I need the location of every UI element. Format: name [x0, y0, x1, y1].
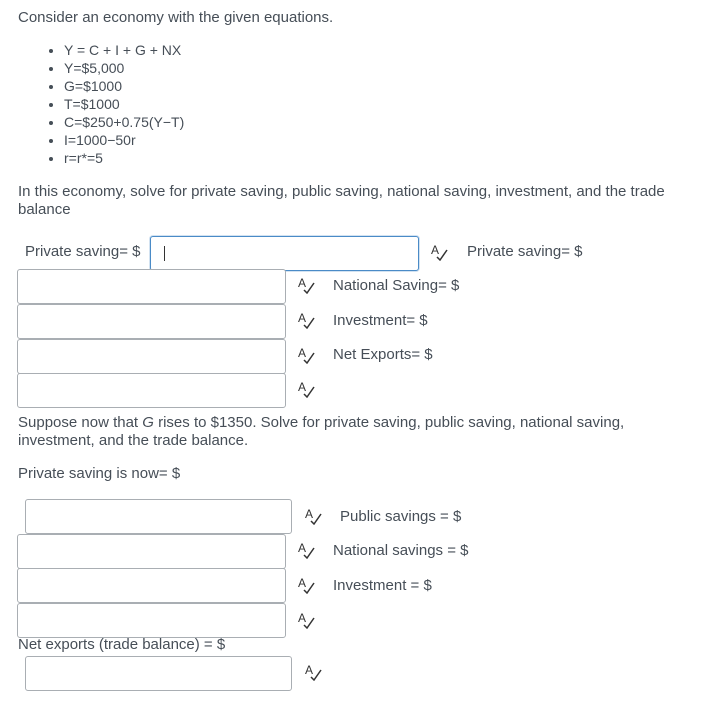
answer-input-6[interactable]	[17, 534, 286, 569]
svg-text:A: A	[298, 541, 307, 555]
prompt-variable: G	[142, 414, 154, 431]
answer-input-8[interactable]	[17, 603, 286, 638]
equation-item: • Y = C + I + G + NX	[64, 41, 184, 59]
public-savings-label: Public savings = $	[340, 508, 462, 525]
private-saving-now-label: Private saving is now= $	[18, 465, 181, 482]
national-savings-label: National savings = $	[333, 542, 469, 559]
equation-item: • G=$1000	[64, 77, 184, 95]
net-exports-trade-balance-label: Net exports (trade balance) = $	[18, 636, 226, 653]
spellcheck-icon[interactable]	[297, 276, 315, 294]
net-exports-label: Net Exports= $	[333, 346, 433, 363]
svg-text:A: A	[298, 380, 307, 394]
svg-text:A: A	[298, 611, 307, 625]
spellcheck-icon[interactable]	[297, 576, 315, 594]
equation-item: • T=$1000	[64, 95, 184, 113]
answer-input-3[interactable]	[17, 339, 286, 374]
prompt-text: Suppose now that	[18, 414, 143, 431]
equation-item: • C=$250+0.75(Y−T)	[64, 113, 184, 131]
equation-list	[44, 41, 184, 167]
investment-label-2: Investment = $	[333, 577, 432, 594]
national-saving-label: National Saving= $	[333, 277, 460, 294]
svg-text:A: A	[298, 346, 307, 360]
private-saving-inline-label: Private saving= $	[25, 243, 141, 260]
spellcheck-icon[interactable]	[297, 380, 315, 398]
svg-text:A: A	[305, 663, 314, 677]
equation-item: • I=1000−50r	[64, 131, 184, 149]
answer-input-9[interactable]	[25, 656, 292, 691]
spellcheck-icon[interactable]	[297, 541, 315, 559]
spellcheck-icon[interactable]	[430, 243, 448, 261]
answer-input-1[interactable]	[17, 269, 286, 304]
answer-input-4[interactable]	[17, 373, 286, 408]
answer-input-5[interactable]	[25, 499, 292, 534]
svg-text:A: A	[305, 507, 314, 521]
svg-text:A: A	[431, 243, 440, 257]
svg-text:A: A	[298, 576, 307, 590]
equation-item: • Y=$5,000	[64, 59, 184, 77]
spellcheck-icon[interactable]	[304, 507, 322, 525]
spellcheck-icon[interactable]	[297, 311, 315, 329]
part2-prompt	[18, 414, 678, 450]
spellcheck-icon[interactable]	[297, 346, 315, 364]
spellcheck-icon[interactable]	[297, 611, 315, 629]
answer-input-2[interactable]	[17, 304, 286, 339]
private-saving-right-label: Private saving= $	[467, 243, 583, 260]
equation-item: • r=r*=5	[64, 149, 184, 167]
prompt-text: rises to $1350. Solve for private saving, public saving, national saving, investment, and the trade balance.	[18, 414, 625, 449]
intro-text: Consider an economy with the given equations.	[18, 9, 334, 26]
text-caret	[164, 246, 165, 261]
private-saving-input[interactable]	[150, 236, 419, 271]
spellcheck-icon[interactable]	[304, 663, 322, 681]
answer-input-7[interactable]	[17, 568, 286, 603]
svg-text:A: A	[298, 311, 307, 325]
part1-prompt: In this economy, solve for private saving, public saving, national saving, investment, and the trade balance	[18, 183, 665, 218]
investment-label: Investment= $	[333, 312, 428, 329]
svg-text:A: A	[298, 276, 307, 290]
